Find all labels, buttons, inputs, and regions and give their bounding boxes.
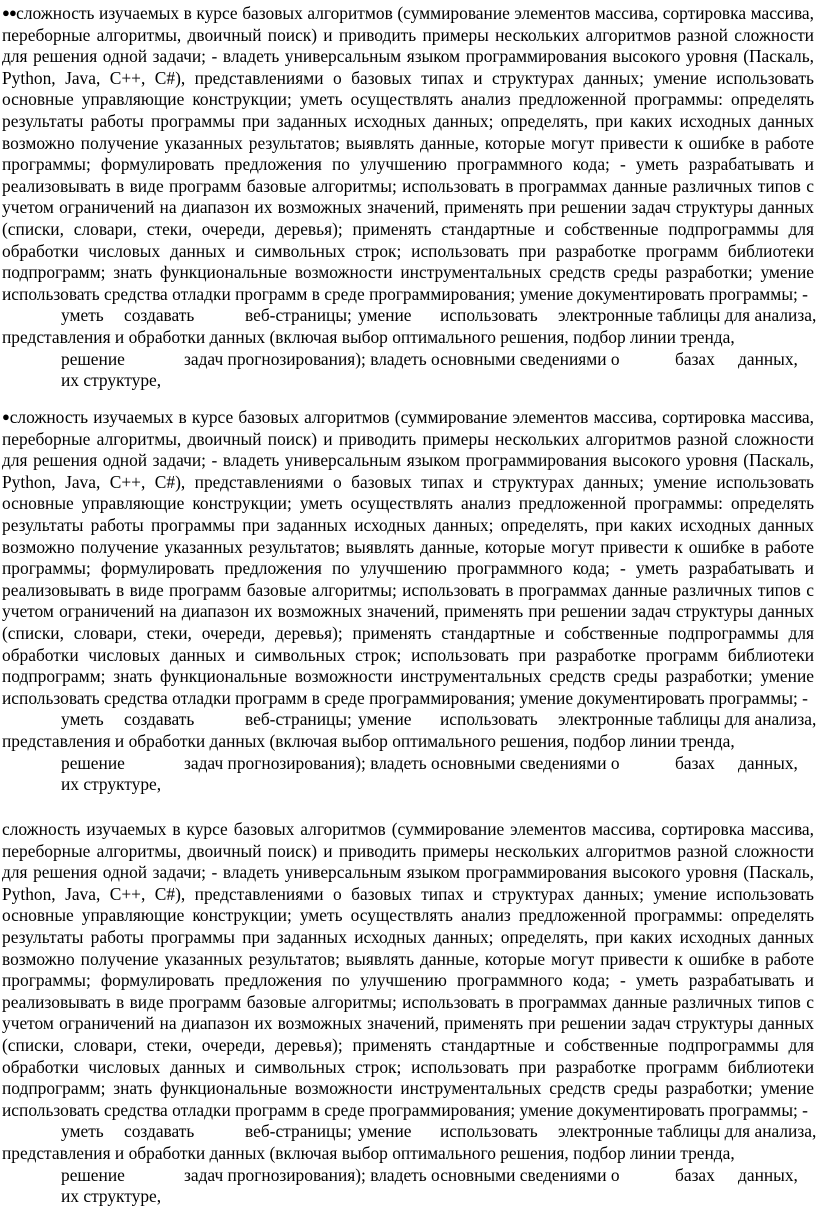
word: умение [358,709,412,730]
paragraph-tail: их структуре, [61,370,162,391]
word: использовать [440,305,538,326]
spaced-line-1 [0,709,816,731]
word: создавать [124,305,195,326]
word: данных, [738,348,798,369]
word: данных, [738,1164,798,1185]
word: базах [675,752,715,773]
word: базах [675,348,715,369]
word: веб-страницы; [245,709,352,730]
word: веб-страницы; [245,305,352,326]
word: веб-страницы; [245,1121,352,1142]
word: умение [358,305,412,326]
paragraph-main [0,818,816,1121]
bullet-icon: ●● [2,5,17,20]
word: данных, [738,752,798,773]
paragraph-main [0,406,816,709]
word: электронные таблицы для анализа, [558,1121,816,1142]
paragraph-tail: их структуре, [61,774,162,795]
word: электронные таблицы для анализа, [558,305,816,326]
paragraph-text: сложность изучаемых в курсе базовых алгоритмов (суммирование элементов массива, сортировка массива, переборные алгоритмы, двоичный поиск) и приводить примеры нескольких алгоритмов разной сложности для решения одной задачи; - владеть универсальным языком программирования высокого уровня (Паскаль, Python, Java, C++, C#), представлениями о базовых типах и структурах данных; умение использовать основные управляющие конструкции; уметь осуществлять анализ предложенной программы: определять результаты работы программы при заданных исходных данных; определять, при каких исходных данных возможно получение указанных результатов; выявлять данные, которые могут привести к ошибке в работе программы; формулировать предложения по улучшению программного кода; - уметь разрабатывать и реализовывать в виде программ базовые алгоритмы; использовать в программах данные различных типов с учетом ограничений на диапазон их возможных значений, применять при решении задач структуры данных (списки, словари, стеки, очереди, деревья); применять стандартные и собственные подпрограммы для обработки числовых данных и символьных строк; использовать при разработке программ библиотеки подпрограмм; знать функциональные возможности инструментальных средств среды разработки; умение использовать средства отладки программ в среде программирования; умение документировать программы; - [2,407,815,708]
word: умение [358,1121,412,1142]
word: использовать [440,1121,538,1142]
word: уметь [61,1121,104,1142]
paragraph-tail: их структуре, [61,1186,162,1207]
word: задач прогнозирования); владеть основными сведениями о [184,348,620,369]
paragraph-text: сложность изучаемых в курсе базовых алгоритмов (суммирование элементов массива, сортировка массива, переборные алгоритмы, двоичный поиск) и приводить примеры нескольких алгоритмов разной сложности для решения одной задачи; - владеть универсальным языком программирования высокого уровня (Паскаль, Python, Java, C++, C#), представлениями о базовых типах и структурах данных; умение использовать основные управляющие конструкции; уметь осуществлять анализ предложенной программы: определять результаты работы программы при заданных исходных данных; определять, при каких исходных данных возможно получение указанных результатов; выявлять данные, которые могут привести к ошибке в работе программы; формулировать предложения по улучшению программного кода; - уметь разрабатывать и реализовывать в виде программ базовые алгоритмы; использовать в программах данные различных типов с учетом ограничений на диапазон их возможных значений, применять при решении задач структуры данных (списки, словари, стеки, очереди, деревья); применять стандартные и собственные подпрограммы для обработки числовых данных и символьных строк; использовать при разработке программ библиотеки подпрограмм; знать функциональные возможности инструментальных средств среды разработки; умение использовать средства отладки программ в среде программирования; умение документировать программы; - [2,3,814,304]
text-block-3 [0,818,816,1208]
paragraph-line: представления и обработки данных (включая выбор оптимального решения, подбор линии тренда, [2,1142,735,1163]
word: создавать [124,1121,195,1142]
text-block-1 [0,2,816,392]
paragraph-text: сложность изучаемых в курсе базовых алгоритмов (суммирование элементов массива, сортировка массива, переборные алгоритмы, двоичный поиск) и приводить примеры нескольких алгоритмов разной сложности для решения одной задачи; - владеть универсальным языком программирования высокого уровня (Паскаль, Python, Java, C++, C#), представлениями о базовых типах и структурах данных; умение использовать основные управляющие конструкции; уметь осуществлять анализ предложенной программы: определять результаты работы программы при заданных исходных данных; определять, при каких исходных данных возможно получение указанных результатов; выявлять данные, которые могут привести к ошибке в работе программы; формулировать предложения по улучшению программного кода; - уметь разрабатывать и реализовывать в виде программ базовые алгоритмы; использовать в программах данные различных типов с учетом ограничений на диапазон их возможных значений, применять при решении задач структуры данных (списки, словари, стеки, очереди, деревья); применять стандартные и собственные подпрограммы для обработки числовых данных и символьных строк; использовать при разработке программ библиотеки подпрограмм; знать функциональные возможности инструментальных средств среды разработки; умение использовать средства отладки программ в среде программирования; умение документировать программы; - [2,819,814,1120]
spaced-line-1 [0,1121,816,1143]
word: электронные таблицы для анализа, [558,709,816,730]
paragraph-line: представления и обработки данных (включая выбор оптимального решения, подбор линии тренда, [2,730,735,751]
word: базах [675,1164,715,1185]
word: создавать [124,709,195,730]
word: задач прогнозирования); владеть основными сведениями о [184,752,620,773]
bullet-icon: ● [2,409,10,424]
word: использовать [440,709,538,730]
spaced-line-1 [0,305,816,327]
paragraph-main [0,2,816,305]
text-block-2 [0,406,816,796]
word: решение [61,1164,125,1185]
word: уметь [61,305,104,326]
paragraph-line: представления и обработки данных (включая выбор оптимального решения, подбор линии тренда, [2,326,735,347]
word: задач прогнозирования); владеть основными сведениями о [184,1164,620,1185]
spaced-line-2 [0,1165,816,1187]
word: уметь [61,709,104,730]
spaced-line-2 [0,753,816,775]
spaced-line-2 [0,349,816,371]
word: решение [61,348,125,369]
word: решение [61,752,125,773]
